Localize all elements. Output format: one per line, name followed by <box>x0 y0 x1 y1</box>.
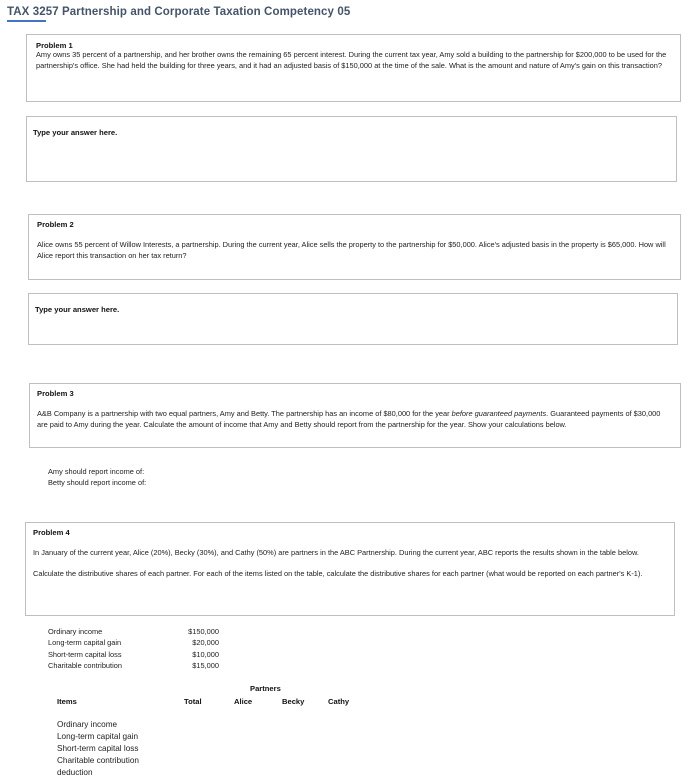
amy-income-line: Amy should report income of: <box>48 467 145 476</box>
document-title: TAX 3257 Partnership and Corporate Taxation Competency 05 <box>7 6 351 18</box>
table-row: Long-term capital gain <box>57 732 139 741</box>
column-cathy: Cathy <box>328 697 350 706</box>
results-amount: $10,000 <box>192 649 219 659</box>
problem-3-box <box>29 383 681 448</box>
results-amount: $150,000 <box>188 627 219 636</box>
betty-income-line: Betty should report income of: <box>48 478 147 488</box>
problem-1-text: Amy owns 35 percent of a partnership, and her brother owns the remaining 65 percent interest. During the current tax year, Amy sold a building to the partnership for $200,000 to be used for the partnership's office. She had held the building for three years, and it had an adjusted basis of $150,000 at the time of the sale. What is the amount and nature of Amy's gain on this transaction? <box>36 50 667 70</box>
problem-2-heading: Problem 2 <box>37 220 74 229</box>
problem-3-text-emphasis: before guaranteed payments <box>451 409 547 418</box>
table-row: Charitable contribution <box>57 756 139 765</box>
problem-4-box <box>25 522 675 616</box>
problem-1-box <box>26 34 681 102</box>
partners-header: Partners <box>250 684 281 693</box>
problem-2-box <box>28 214 681 280</box>
table-row: Ordinary income <box>57 720 118 729</box>
column-alice: Alice <box>234 697 253 706</box>
problem-1-heading: Problem 1 <box>36 41 73 50</box>
column-total: Total <box>184 697 202 706</box>
results-item: Charitable contribution <box>48 660 122 670</box>
title-underline <box>7 20 46 22</box>
problem-3-text <box>37 409 673 430</box>
table-row: deduction <box>57 768 93 777</box>
answer-1-field[interactable] <box>26 116 677 182</box>
column-becky: Becky <box>282 697 305 706</box>
answer-2-placeholder: Type your answer here. <box>35 305 120 314</box>
results-item: Long-term capital gain <box>48 638 122 648</box>
problem-4-heading: Problem 4 <box>33 528 70 537</box>
results-amount: $15,000 <box>192 660 219 670</box>
results-items <box>48 626 122 671</box>
column-items: Items <box>57 697 77 706</box>
table-item-rows <box>57 719 139 779</box>
problem-2-text: Alice owns 55 percent of Willow Interests, a partnership. During the current year, Alice sells the property to the partnership for $50,000. Alice's adjusted basis in the property is $65,000. How will Alice report this transaction on her tax return? <box>37 240 666 260</box>
problem-4-paragraph-1: In January of the current year, Alice (20%), Becky (30%), and Cathy (50%) are partners in the ABC Partnership. During the current year, ABC reports the results shown in the table below. <box>33 548 639 557</box>
answer-1-placeholder: Type your answer here. <box>33 128 118 137</box>
problem-3-text-end: . Guaranteed payments of $30,000 are paid to Amy during the year. Calculate the amount of income that Amy and Betty should report from the partnership for the year. Show your calculations below. <box>37 409 661 429</box>
results-item: Ordinary income <box>48 627 103 636</box>
results-amounts <box>170 626 219 671</box>
results-item: Short-term capital loss <box>48 649 122 659</box>
table-row: Short-term capital loss <box>57 744 139 753</box>
problem-3-answer-lines <box>48 466 146 489</box>
problem-4-paragraph-2: Calculate the distributive shares of each partner. For each of the items listed on the table, calculate the distributive shares for each partner (what would be reported on each partner's K-1). <box>33 568 643 578</box>
problem-3-heading: Problem 3 <box>37 389 74 398</box>
results-amount: $20,000 <box>192 638 219 648</box>
problem-3-text-start: A&B Company is a partnership with two equal partners, Amy and Betty. The partnership has an income of $80,000 for the year <box>37 409 452 418</box>
answer-2-field[interactable] <box>28 293 678 345</box>
